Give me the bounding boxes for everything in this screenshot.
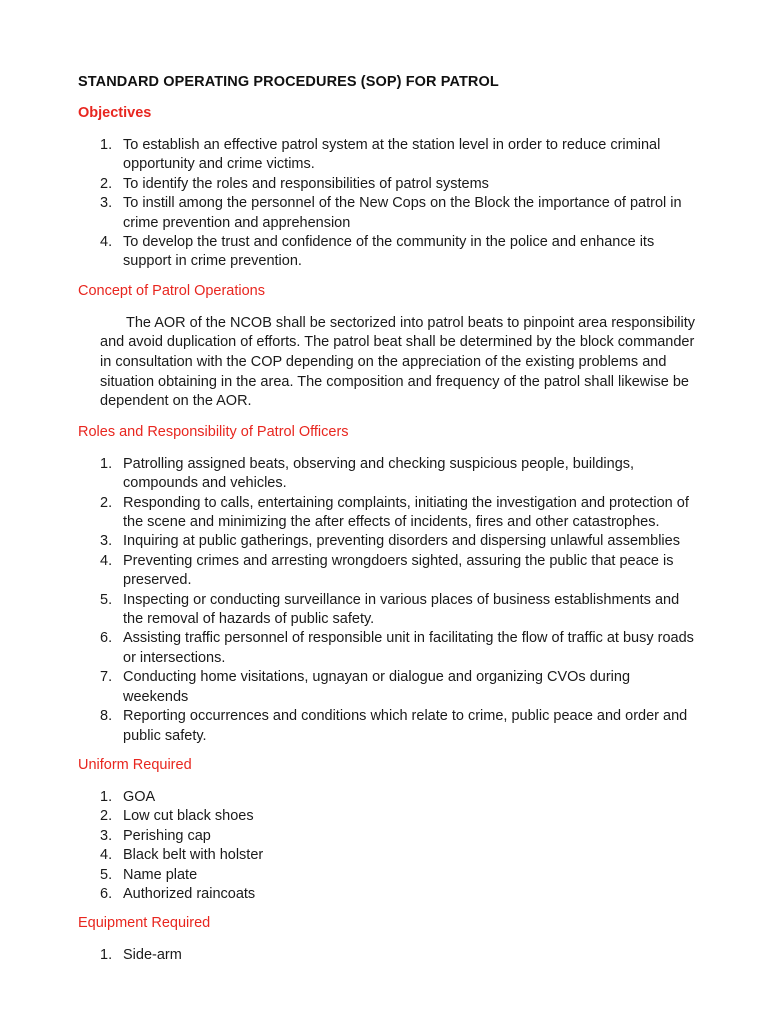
list-item [78,552,698,591]
list-item [78,233,698,272]
list-item [78,885,698,904]
list-item [78,136,698,175]
list-item-number: 4. [100,847,113,864]
document-title: STANDARD OPERATING PROCEDURES (SOP) FOR PATROL [78,74,499,90]
list-item [78,807,698,826]
uniform-heading: Uniform Required [78,756,192,773]
list-item-number: 3. [100,533,113,550]
list-item-number: 7. [100,669,113,686]
list-item-text: Black belt with holster [123,847,264,864]
list-item-text: Inquiring at public gatherings, preventing disorders and dispersing unlawful assemblies [123,533,680,550]
list-item-text: To identify the roles and responsibilities of patrol systems [123,175,489,192]
list-item-number: 1. [100,137,113,153]
list-item-number: 4. [100,234,113,251]
list-item-text: Perishing cap [123,827,211,844]
list-item-number: 4. [100,552,113,569]
list-item-number: 2. [100,175,113,192]
list-item [78,846,698,865]
roles-heading: Roles and Responsibility of Patrol Officers [78,423,349,440]
concept-paragraph: The AOR of the NCOB shall be sectorized into patrol beats to pinpoint area responsibility and avoid duplication of efforts. The patrol beat shall be determined by the block commander in consultation with the COP depending on the appreciation of the existing problems and situation obtaining in the area. The composition and frequency of the patrol shall likewise be dependent on the AOR. [100,314,696,410]
list-item-text: Conducting home visitations, ugnayan or dialogue and organizing CVOs during weekends [123,669,631,705]
list-item-text: Assisting traffic personnel of responsible unit in facilitating the flow of traffic at busy roads or intersections. [123,630,694,666]
list-item [78,532,698,551]
uniform-list [78,788,698,904]
list-item-number: 8. [100,708,113,725]
list-item-text: Low cut black shoes [123,808,254,825]
equipment-list [78,946,698,965]
list-item-text: Name plate [123,866,198,883]
list-item-number: 1. [100,455,113,472]
list-item-text: GOA [123,788,156,805]
list-item-number: 2. [100,494,113,511]
list-item-text: To develop the trust and confidence of the community in the police and enhance its support in crime prevention. [123,234,655,270]
list-item-text: Inspecting or conducting surveillance in various places of business establishments and the removal of hazards of public safety. [123,591,680,628]
list-item-number: 1. [100,788,113,805]
list-item-number: 3. [100,827,113,844]
list-item [78,194,698,233]
objectives-heading: Objectives [78,105,152,121]
roles-list [78,455,698,746]
list-item [78,707,698,746]
list-item-number: 1. [100,947,113,964]
concept-heading: Concept of Patrol Operations [78,282,265,299]
list-item [78,827,698,846]
list-item-text: To establish an effective patrol system at the station level in order to reduce criminal opportunity and crime victims. [123,137,661,173]
list-item-text: Responding to calls, entertaining complaints, initiating the investigation and protection of the scene and minimizing the after effects of incidents, fires and other catastrophes. [123,494,689,531]
objectives-list [78,136,698,272]
list-item [78,455,698,494]
list-item-text: Authorized raincoats [123,885,256,902]
list-item [78,175,698,194]
list-item-text: To instill among the personnel of the New Cops on the Block the importance of patrol in crime prevention and apprehension [123,195,682,231]
list-item-number: 2. [100,808,113,825]
list-item-text: Preventing crimes and arresting wrongdoers sighted, assuring the public that peace is preserved. [123,552,674,589]
list-item [78,946,698,965]
list-item-text: Side-arm [123,947,182,964]
list-item [78,788,698,807]
list-item-number: 6. [100,630,113,647]
list-item [78,629,698,668]
equipment-heading: Equipment Required [78,915,211,932]
list-item-text: Reporting occurrences and conditions which relate to crime, public peace and order and public safety. [123,708,688,744]
list-item-number: 5. [100,591,113,608]
list-item [78,591,698,630]
list-item-text: Patrolling assigned beats, observing and checking suspicious people, buildings, compounds and vehicles. [123,455,635,492]
list-item [78,494,698,533]
list-item-number: 6. [100,885,113,902]
list-item [78,866,698,885]
list-item-number: 5. [100,866,113,883]
list-item [78,668,698,707]
list-item-number: 3. [100,195,113,212]
